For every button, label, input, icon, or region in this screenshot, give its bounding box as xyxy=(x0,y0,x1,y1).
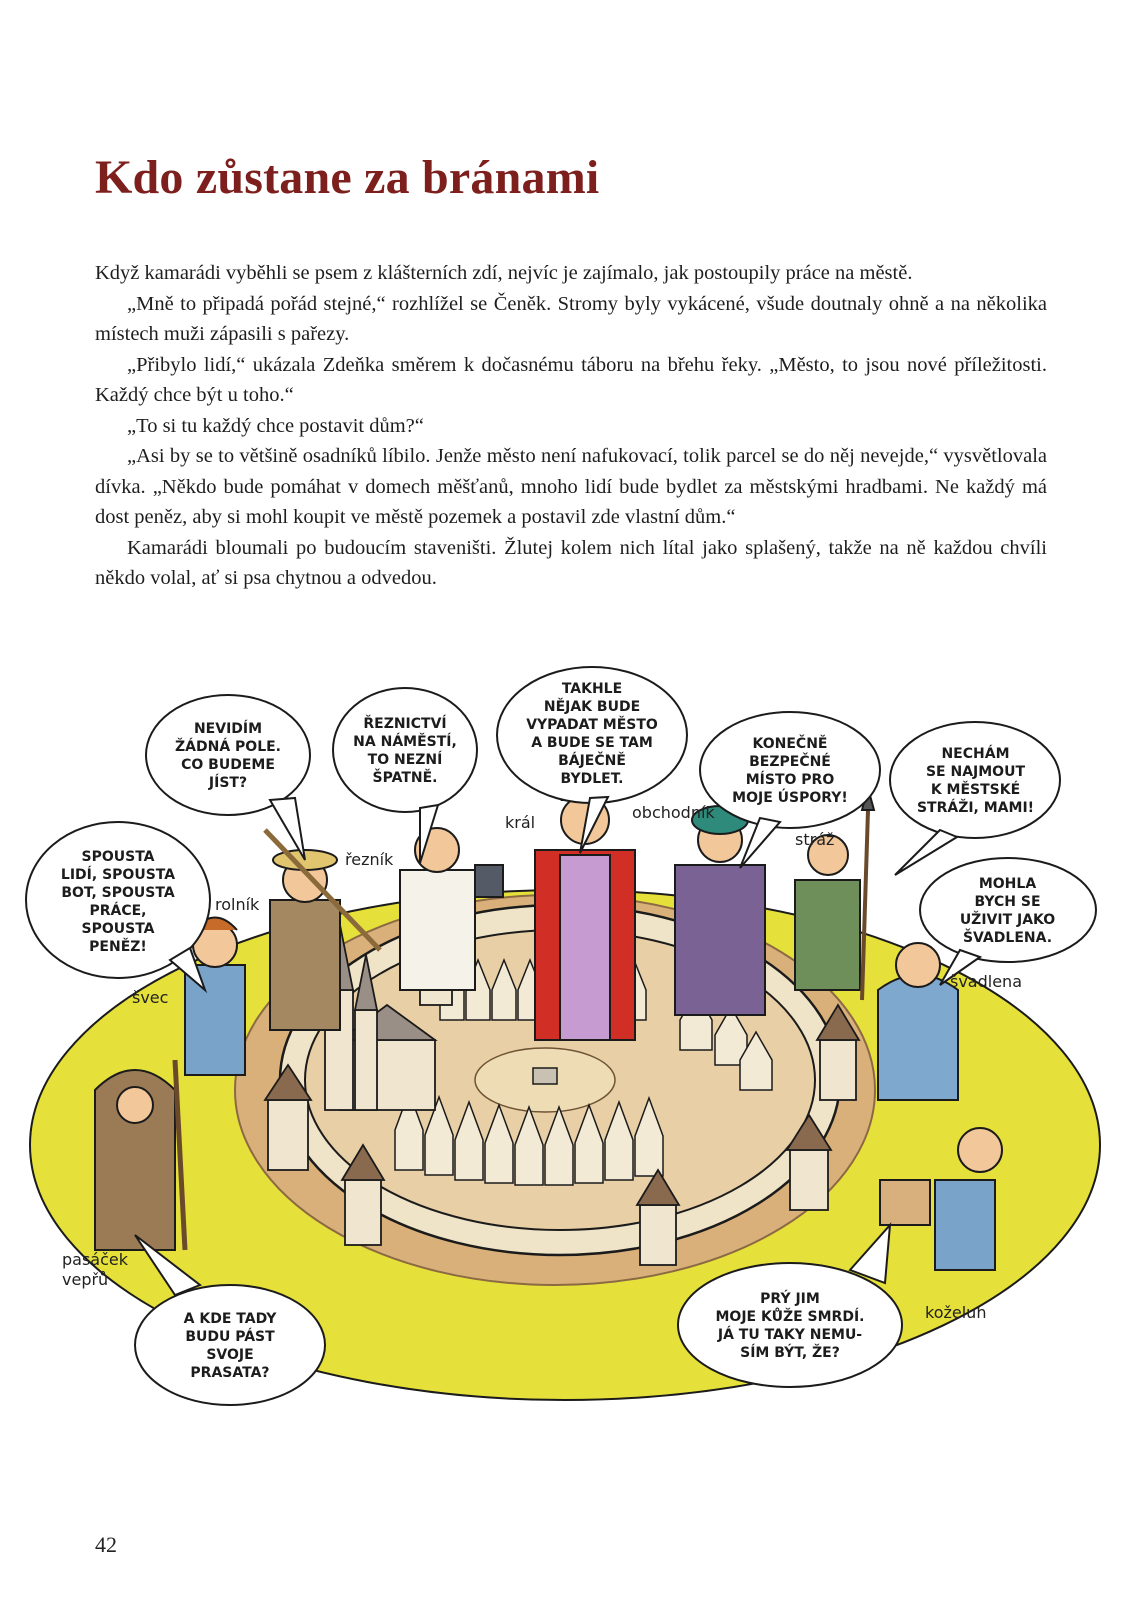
story-paragraph: „Mně to připadá pořád stejné,“ rozhlížel se Čeněk. Stromy byly vykácené, všude doutnaly ohně a na několika místech muži zápasili s pařezy. xyxy=(95,292,1047,345)
label-svec: švec xyxy=(132,988,169,1007)
fountain xyxy=(533,1068,557,1084)
label-rolnik: rolník xyxy=(215,895,260,914)
speech-straz: NECHÁM SE NAJMOUT K MĚSTSKÉ STRÁŽI, MAMI! xyxy=(916,746,1035,816)
label-reznik: řezník xyxy=(345,850,394,869)
speech-pasacek: A KDE TADY BUDU PÁST SVOJE PRASATA? xyxy=(183,1311,277,1381)
story-paragraph: „To si tu každý chce postavit dům?“ xyxy=(127,414,424,437)
speech-svadlena: MOHLA BYCH SE UŽIVIT JAKO ŠVADLENA. xyxy=(959,876,1056,946)
story-paragraph: „Přibylo lidí,“ ukázala Zdeňka směrem k dočasnému táboru na břehu řeky. „Město, to jsou nové příležitosti. Každý chce být u toho.“ xyxy=(95,353,1047,406)
label-kozeluh: koželuh xyxy=(925,1303,987,1322)
page-number: 42 xyxy=(95,1532,117,1557)
label-straz: stráž xyxy=(795,830,835,849)
medieval-town-illustration xyxy=(0,660,1140,1420)
speech-kozeluh: PRÝ JIM MOJE KŮŽE SMRDÍ. JÁ TU TAKY NEMU- SÍM BÝT, ŽE? xyxy=(715,1291,865,1361)
label-obchodnik: obchodník xyxy=(632,803,715,822)
label-kral: král xyxy=(505,813,536,832)
label-pasacek: pasáček vepřů xyxy=(62,1250,129,1289)
story-text xyxy=(95,258,1047,594)
label-svadlena: švadlena xyxy=(950,972,1022,991)
story-paragraph: Když kamarádi vyběhli se psem z klášterních zdí, nejvíc je zajímalo, jak postoupily práce na městě. xyxy=(95,262,913,284)
speech-svec: SPOUSTA LIDÍ, SPOUSTA BOT, SPOUSTA PRÁCE, SPOUSTA PENĚZ! xyxy=(60,849,176,955)
speech-reznik: ŘEZNICTVÍ NA NÁMĚSTÍ, TO NEZNÍ ŠPATNĚ. xyxy=(353,716,457,786)
story-paragraph: „Asi by se to většině osadníků líbilo. Jenže město není nafukovací, tolik parcel se do něj nevejde,“ vysvětlovala dívka. „Někdo bude pomáhat v domech měšťanů, mnoho lidí bude bydlet za městskými hradbami. Ne každý má dost peněz, aby si mohl koupit ve městě pozemek a postavil zde vlastní dům.“ xyxy=(95,445,1047,528)
speech-kral: TAKHLE NĚJAK BUDE VYPADAT MĚSTO A BUDE SE TAM BÁJEČNĚ BYDLET. xyxy=(526,681,658,787)
speech-obchodnik: KONEČNĚ BEZPEČNÉ MÍSTO PRO MOJE ÚSPORY! xyxy=(732,736,848,806)
story-paragraph: Kamarádi bloumali po budoucím staveništi. Žlutej kolem nich lítal jako splašený, takže na ně každou chvíli někdo volal, ať si psa chytnou a odvedou. xyxy=(95,536,1047,589)
speech-rolnik: NEVIDÍM ŽÁDNÁ POLE. CO BUDEME JÍST? xyxy=(175,721,281,791)
chapter-title: Kdo zůstane za bránami xyxy=(95,151,600,204)
